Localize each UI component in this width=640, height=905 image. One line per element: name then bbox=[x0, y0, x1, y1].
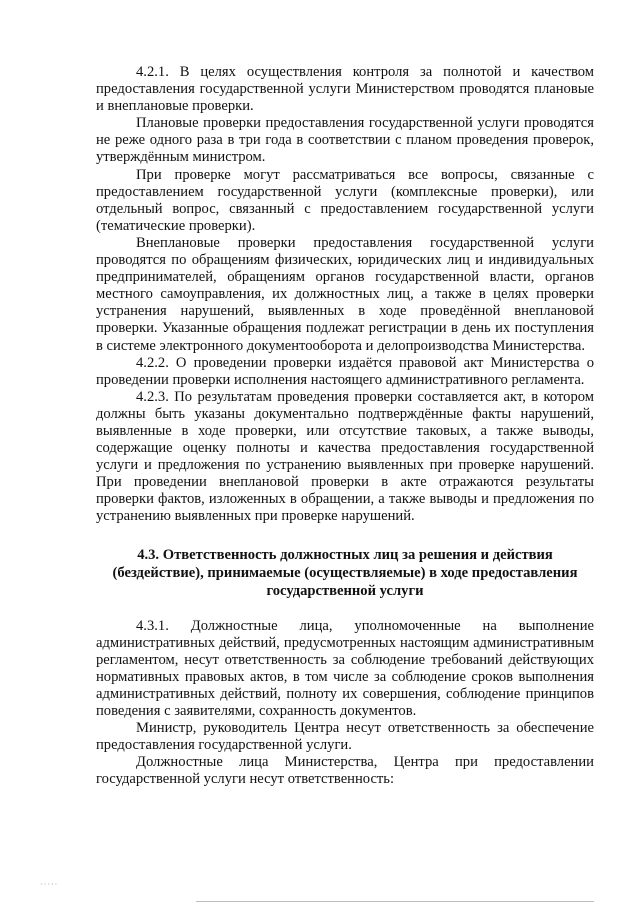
section-title-4-3: 4.3. Ответственность должностных лиц за решения и действия (бездействие), принимаемые (осуществляемые) в ходе предоставления государственной услуги bbox=[112, 546, 578, 599]
paragraph-inspection-scope: При проверке могут рассматриваться все вопросы, связанные с предоставлением государственной услуги (комплексные проверки), или отдельный вопрос, связанный с предоставлением государственной услуги (тематические проверки). bbox=[96, 166, 594, 234]
paragraph-unplanned-inspections: Внеплановые проверки предоставления государственной услуги проводятся по обращениям физических, юридических лиц и индивидуальных предпринимателей, обращениям органов государственной власти, органов местного самоуправления, их должностных лиц, а также в целях проверки устранения нарушений, выявленных в ходе проведённой внеплановой проверки. Указанные обращения подлежат регистрации в день их поступления в системе электронного документооборота и делопроизводства Министерства. bbox=[96, 234, 594, 354]
footer-divider bbox=[196, 901, 594, 902]
paragraph-minister-responsibility: Министр, руководитель Центра несут ответственность за обеспечение предоставления государственной услуги. bbox=[96, 720, 594, 754]
paragraph-officials-responsibility: Должностные лица Министерства, Центра при предоставлении государственной услуги несут ответственность: bbox=[96, 754, 594, 788]
paragraph-4-2-1: 4.2.1. В целях осуществления контроля за полнотой и качеством предоставления государственной услуги Министерством проводятся плановые и внеплановые проверки. bbox=[96, 64, 594, 115]
document-page bbox=[96, 64, 594, 788]
paragraph-4-2-3: 4.2.3. По результатам проведения проверки составляется акт, в котором должны быть указаны документально подтверждённые факты нарушений, выявленные в ходе проверки, или отсутствие таковых, а также выводы, содержащие оценку полноты и качества предоставления государственной услуги и предложения по устранению выявленных при проверке нарушений. При проведении внеплановой проверки в акте отражаются результаты проверки фактов, изложенных в обращении, а также выводы и предложения по устранению выявленных при проверке нарушений. bbox=[96, 388, 594, 525]
paragraph-planned-inspections: Плановые проверки предоставления государственной услуги проводятся не реже одного раза в три года в соответствии с планом проведения проверок, утверждённым министром. bbox=[96, 115, 594, 166]
paragraph-4-2-2: 4.2.2. О проведении проверки издаётся правовой акт Министерства о проведении проверки исполнения настоящего административного регламента. bbox=[96, 354, 594, 388]
paragraph-4-3-1: 4.3.1. Должностные лица, уполномоченные на выполнение административных действий, предусмотренных настоящим административным регламентом, несут ответственность за соблюдение требований действующих нормативных правовых актов, в том числе за соблюдение сроков выполнения административных действий, полноту их совершения, соблюдение принципов поведения с заявителями, сохранность документов. bbox=[96, 617, 594, 719]
scan-artifact: ····· bbox=[40, 880, 59, 889]
